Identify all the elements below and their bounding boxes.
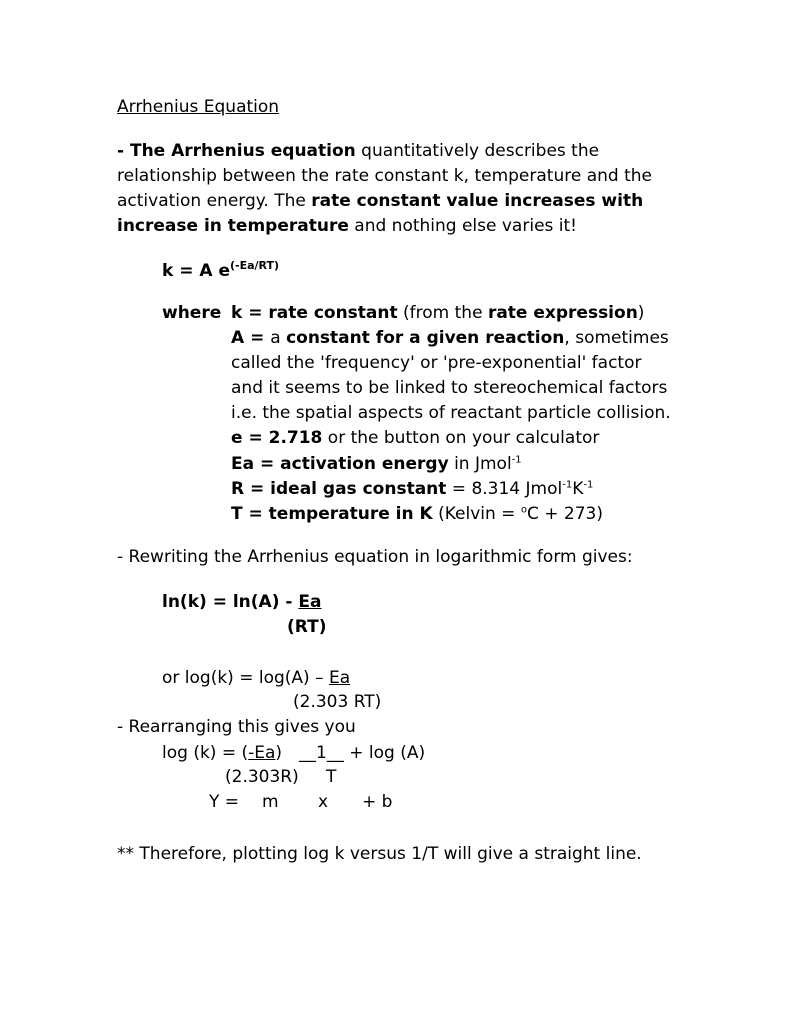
rearrange-line: - Rearranging this gives you — [117, 717, 356, 737]
def-text: (from the — [397, 303, 488, 323]
def-term: e = 2.718 — [231, 428, 323, 448]
page-title: Arrhenius Equation — [117, 97, 280, 117]
linear-numerator-2: __1__ — [299, 743, 344, 763]
linear-rest: + log (A) — [343, 743, 426, 763]
ymxb-m: m — [262, 792, 279, 812]
linear-close-paren: ) — [275, 743, 283, 763]
def-term: T = temperature in K — [231, 504, 433, 524]
equation-base: k = A e — [162, 261, 230, 281]
log-form-denominator: (2.303 RT) — [293, 692, 382, 712]
def-text: = 8.314 Jmol — [446, 479, 563, 499]
def-a — [231, 327, 669, 349]
intro-text: quantitatively describes the — [355, 141, 600, 161]
def-ea — [231, 453, 522, 475]
def-emphasis: rate expression — [487, 303, 638, 323]
intro-line-3 — [117, 190, 643, 212]
intro-emphasis: rate constant value increases with — [311, 191, 644, 211]
def-emphasis: constant for a given reaction — [286, 328, 565, 348]
intro-emphasis: increase in temperature — [117, 216, 349, 236]
def-e — [231, 427, 599, 449]
arrhenius-equation — [162, 260, 279, 284]
def-text: C + 273) — [526, 504, 603, 524]
ln-form-lhs: ln(k) = ln(A) - — [162, 592, 299, 612]
linear-numerator-1: -Ea — [248, 743, 276, 763]
def-a-line-3: and it seems to be linked to stereochemical factors — [231, 378, 668, 398]
ln-form — [162, 591, 321, 613]
def-k — [231, 302, 644, 324]
def-superscript: -1 — [562, 479, 573, 491]
conclusion-line: ** Therefore, plotting log k versus 1/T will give a straight line. — [117, 844, 642, 864]
equation-exponent: (-Ea/RT) — [230, 259, 280, 272]
def-text: (Kelvin = — [432, 504, 521, 524]
linear-denominator-1: (2.303R) — [225, 767, 299, 787]
rewrite-line: - Rewriting the Arrhenius equation in logarithmic form gives: — [117, 547, 633, 567]
ymxb-b: + b — [362, 792, 393, 812]
def-a-line-4: i.e. the spatial aspects of reactant particle collision. — [231, 403, 671, 423]
def-superscript: -1 — [583, 479, 594, 491]
def-term: R = ideal gas constant — [231, 479, 447, 499]
log-form-numerator: Ea — [329, 668, 351, 688]
def-a-line-2: called the 'frequency' or 'pre-exponential' factor — [231, 353, 642, 373]
intro-line-2: relationship between the rate constant k, temperature and the — [117, 166, 652, 186]
def-text: in Jmol — [448, 454, 512, 474]
linear-denominator-2: T — [326, 767, 337, 787]
where-label: where — [162, 303, 222, 323]
intro-text: activation energy. The — [117, 191, 312, 211]
where-line-k — [162, 302, 221, 324]
log-form — [162, 667, 350, 689]
def-term: A = — [231, 328, 271, 348]
def-term: Ea = activation energy — [231, 454, 449, 474]
ln-form-numerator: Ea — [298, 592, 322, 612]
def-text: ) — [637, 303, 645, 323]
def-t — [231, 503, 603, 525]
def-term: k = rate constant — [231, 303, 398, 323]
linear-form-2 — [299, 742, 425, 764]
def-text: , sometimes — [564, 328, 669, 348]
intro-line-4 — [117, 215, 577, 237]
intro-text: and nothing else varies it! — [348, 216, 577, 236]
log-form-lhs: or log(k) = log(A) – — [162, 668, 329, 688]
def-text: or the button on your calculator — [322, 428, 600, 448]
ln-form-den-text: (RT) — [287, 617, 327, 637]
def-superscript: o — [520, 504, 527, 516]
def-text: a — [270, 328, 287, 348]
ymxb-x: x — [318, 792, 329, 812]
linear-form — [162, 742, 282, 764]
intro-line-1 — [117, 140, 599, 162]
ymxb-y: Y = — [209, 792, 240, 812]
def-text: K — [572, 479, 584, 499]
linear-lhs: log (k) = ( — [162, 743, 249, 763]
intro-term: - The Arrhenius equation — [117, 141, 356, 161]
def-r — [231, 478, 593, 500]
def-superscript: -1 — [511, 454, 522, 466]
ln-form-denominator — [287, 616, 326, 638]
